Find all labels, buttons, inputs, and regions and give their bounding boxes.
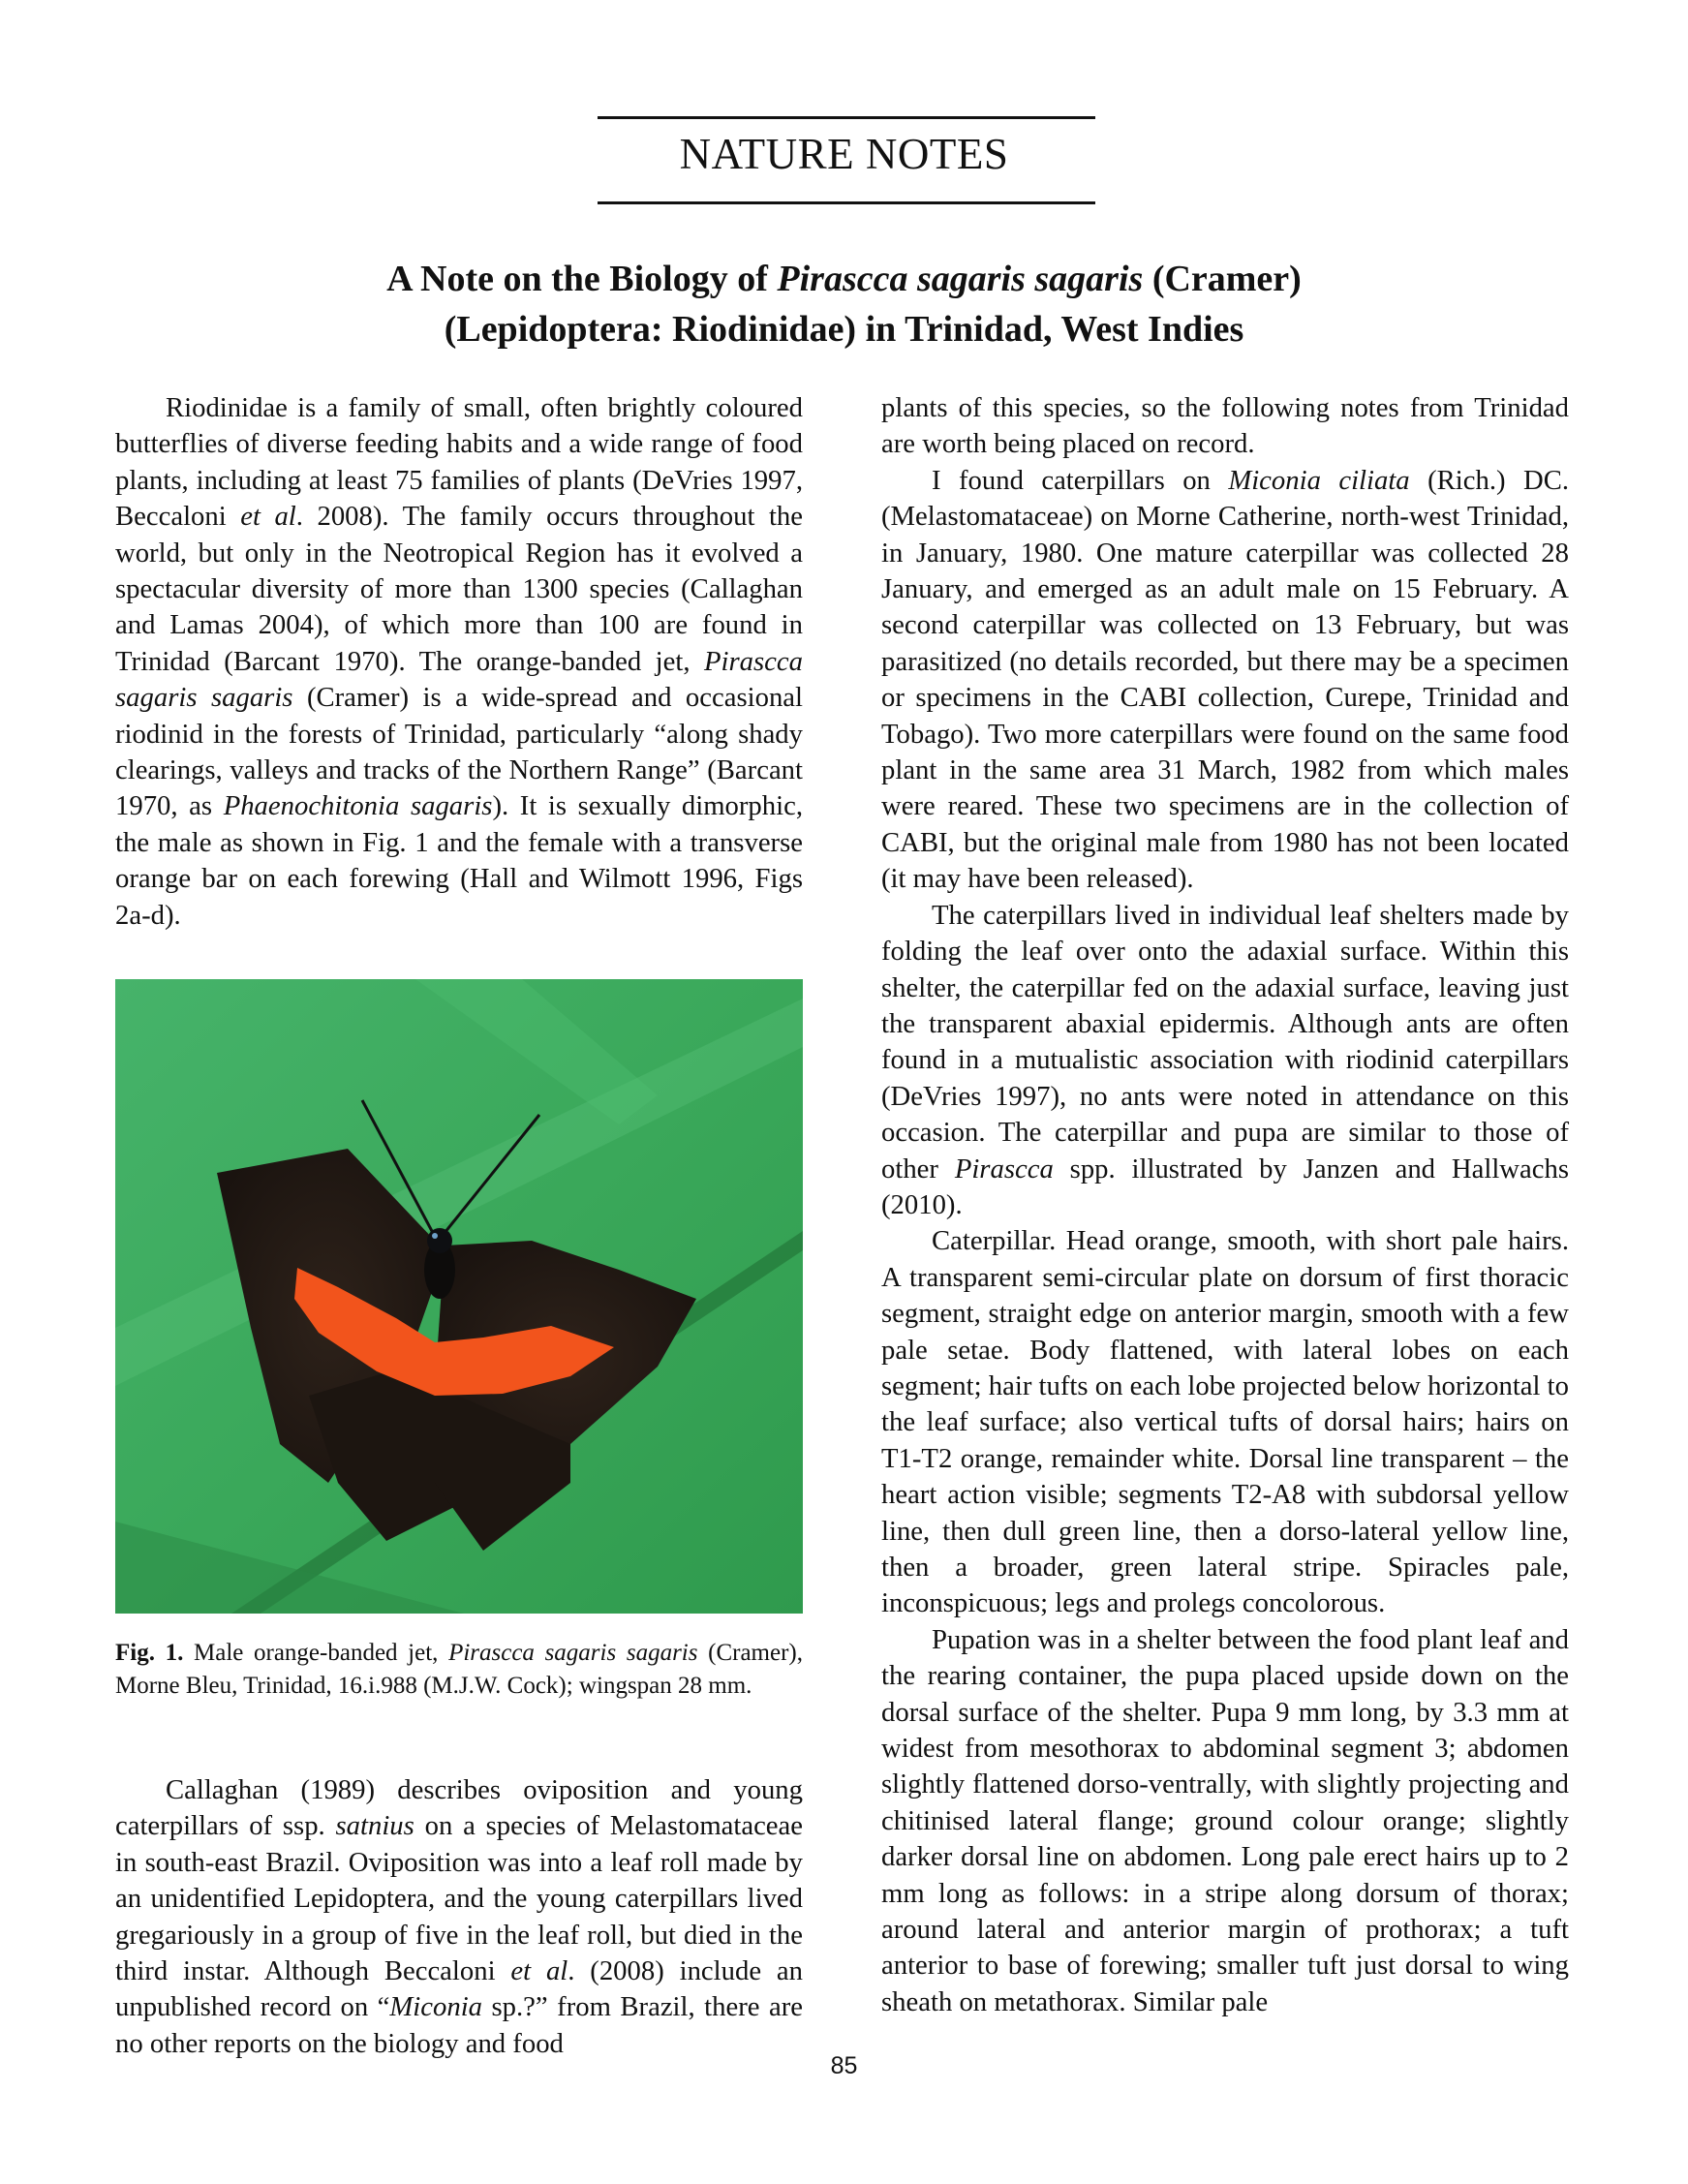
italic-run: Phaenochitonia sagaris [223, 790, 493, 822]
title-species-name: Pirascca sagaris sagaris [777, 259, 1144, 299]
butterfly-eye-highlight [432, 1233, 438, 1239]
italic-run: et al [510, 1955, 568, 1987]
article-title [194, 254, 1494, 354]
paragraph [115, 390, 803, 934]
title-author: (Cramer) [1143, 259, 1302, 299]
left-column-top [115, 390, 803, 934]
right-column [881, 390, 1569, 2020]
header-rule-top [598, 116, 1095, 119]
italic-run: et al [240, 501, 296, 533]
left-column-bottom [115, 1772, 803, 2062]
header-rule-bottom [598, 201, 1095, 204]
page-number: 85 [830, 2052, 858, 2079]
italic-run: Pirascca sagaris sagaris [115, 645, 803, 714]
paragraph [881, 898, 1569, 1224]
text-run: Callaghan (1989) describes oviposition and young caterpillars of ssp. [115, 1774, 803, 1842]
text-run: . (2008) include an unpublished record on “ [115, 1955, 803, 2023]
text-run: (Cramer) is a wide-spread and occasional riodinid in the forests of Trinidad, particularly “along shady clearings, valleys and tracks of the Northern Range” (Barcant 1970, as [115, 682, 803, 822]
figure-caption [115, 1637, 803, 1702]
title-line1-text: A Note on the Biology of [386, 259, 778, 299]
caption-label: Fig. 1. [115, 1640, 184, 1666]
text-run: ). It is sexually dimorphic, the male as shown in Fig. 1 and the female with a transverse orange bar on each forewing (Hall and Wilmott 1996, Figs 2a-d). [115, 790, 803, 931]
butterfly-photo [115, 979, 803, 1614]
paragraph: Caterpillar. Head orange, smooth, with short pale hairs. A transparent semi-circular plate on dorsum of first thoracic segment, straight edge on anterior margin, smooth with a few pale setae. Body flattened, with lateral lobes on each segment; hair tufts on each lobe projected below horizontal to the leaf surface; also vertical tufts of dorsal hairs; hairs on T1-T2 orange, remainder white. Dorsal line transparent – the heart action visible; segments T2-A8 with subdorsal yellow line, then dull green line, then a dorso-lateral yellow line, then a broader, green lateral stripe. Spiracles pale, inconspicuous; legs and prolegs concolorous. [881, 1225, 1569, 1619]
paragraph [881, 463, 1569, 898]
paragraph [115, 1772, 803, 2062]
text-run: sp.?” from Brazil, there are no other reports on the biology and food [115, 1991, 803, 2059]
text-run: The caterpillars lived in individual leaf shelters made by folding the leaf over onto the adaxial surface. Within this shelter, the caterpillar fed on the adaxial surface, leaving just the transparent abaxial epidermis. Although ants are often found in a mutualistic association with riodinid caterpillars (DeVries 1997), no ants were noted in attendance on this occasion. The caterpillar and pupa are similar to those of other [881, 899, 1569, 1184]
paragraph: plants of this species, so the following notes from Trinidad are worth being placed on record. [881, 392, 1569, 460]
italic-run: Pirascca [954, 1153, 1054, 1184]
caption-species: Pirascca sagaris sagaris [448, 1640, 698, 1666]
caption-text: Male orange-banded jet, [183, 1640, 449, 1666]
text-run: . 2008). The family occurs throughout the world, but only in the Neotropical Region has it evolved a spectacular diversity of more than 1300 species (Callaghan and Lamas 2004), of which more than 100 are found in Trinidad (Barcant 1970). The orange-banded jet, [115, 501, 803, 677]
italic-run: Miconia [389, 1991, 483, 2023]
text-run: spp. illustrated by Janzen and Hallwachs (2010). [881, 1153, 1569, 1220]
text-run: (Rich.) DC. (Melastomataceae) on Morne Catherine, north-west Trinidad, in January, 1980. One mature caterpillar was collected 28 January, and emerged as an adult male on 15 February. A second caterpillar was collected on 13 February, but was parasitized (no details recorded, but there may be a specimen or specimens in the CABI collection, Curepe, Trinidad and Tobago). Two more caterpillars were found on the same food plant in the same area 31 March, 1982 from which males were reared. These two specimens are in the collection of CABI, but the original male from 1980 has not been located (it may have been released). [881, 464, 1569, 895]
text-run: I found caterpillars on [932, 464, 1229, 496]
italic-run: satnius [335, 1810, 414, 1842]
text-run: Riodinidae is a family of small, often brightly coloured butterflies of diverse feeding habits and a wide range of food plants, including at least 75 families of plants (DeVries 1997, Beccaloni [115, 392, 803, 533]
text-run: on a species of Melastomataceae in south-east Brazil. Oviposition was into a leaf roll made by an unidentified Lepidoptera, and the young caterpillars lived gregariously in a group of five in the leaf roll, but died in the third instar. Although Beccaloni [115, 1810, 803, 1987]
section-title: NATURE NOTES [679, 130, 1009, 178]
paragraph: Pupation was in a shelter between the food plant leaf and the rearing container, the pupa placed upside down on the dorsal surface of the shelter. Pupa 9 mm long, by 3.3 mm at widest from mesothorax to abdominal segment 3; abdomen slightly flattened dorso-ventrally, with slightly projecting and chitinised lateral flange; ground colour orange; slightly darker dorsal line on abdomen. Long pale erect hairs up to 2 mm long as follows: in a stripe along dorsum of thorax; around lateral and anterior margin of prothorax; a tuft anterior to base of forewing; smaller tuft just dorsal to wing sheath on metathorax. Similar pale [881, 1623, 1569, 2017]
title-line2: (Lepidoptera: Riodinidae) in Trinidad, West Indies [444, 309, 1244, 350]
butterfly-photo-illustration [115, 979, 803, 1614]
caption-text: (Cramer), Morne Bleu, Trinidad, 16.i.988 (M.J.W. Cock); wingspan 28 mm. [115, 1640, 803, 1699]
italic-run: Miconia ciliata [1228, 464, 1410, 496]
butterfly-head [427, 1228, 452, 1253]
